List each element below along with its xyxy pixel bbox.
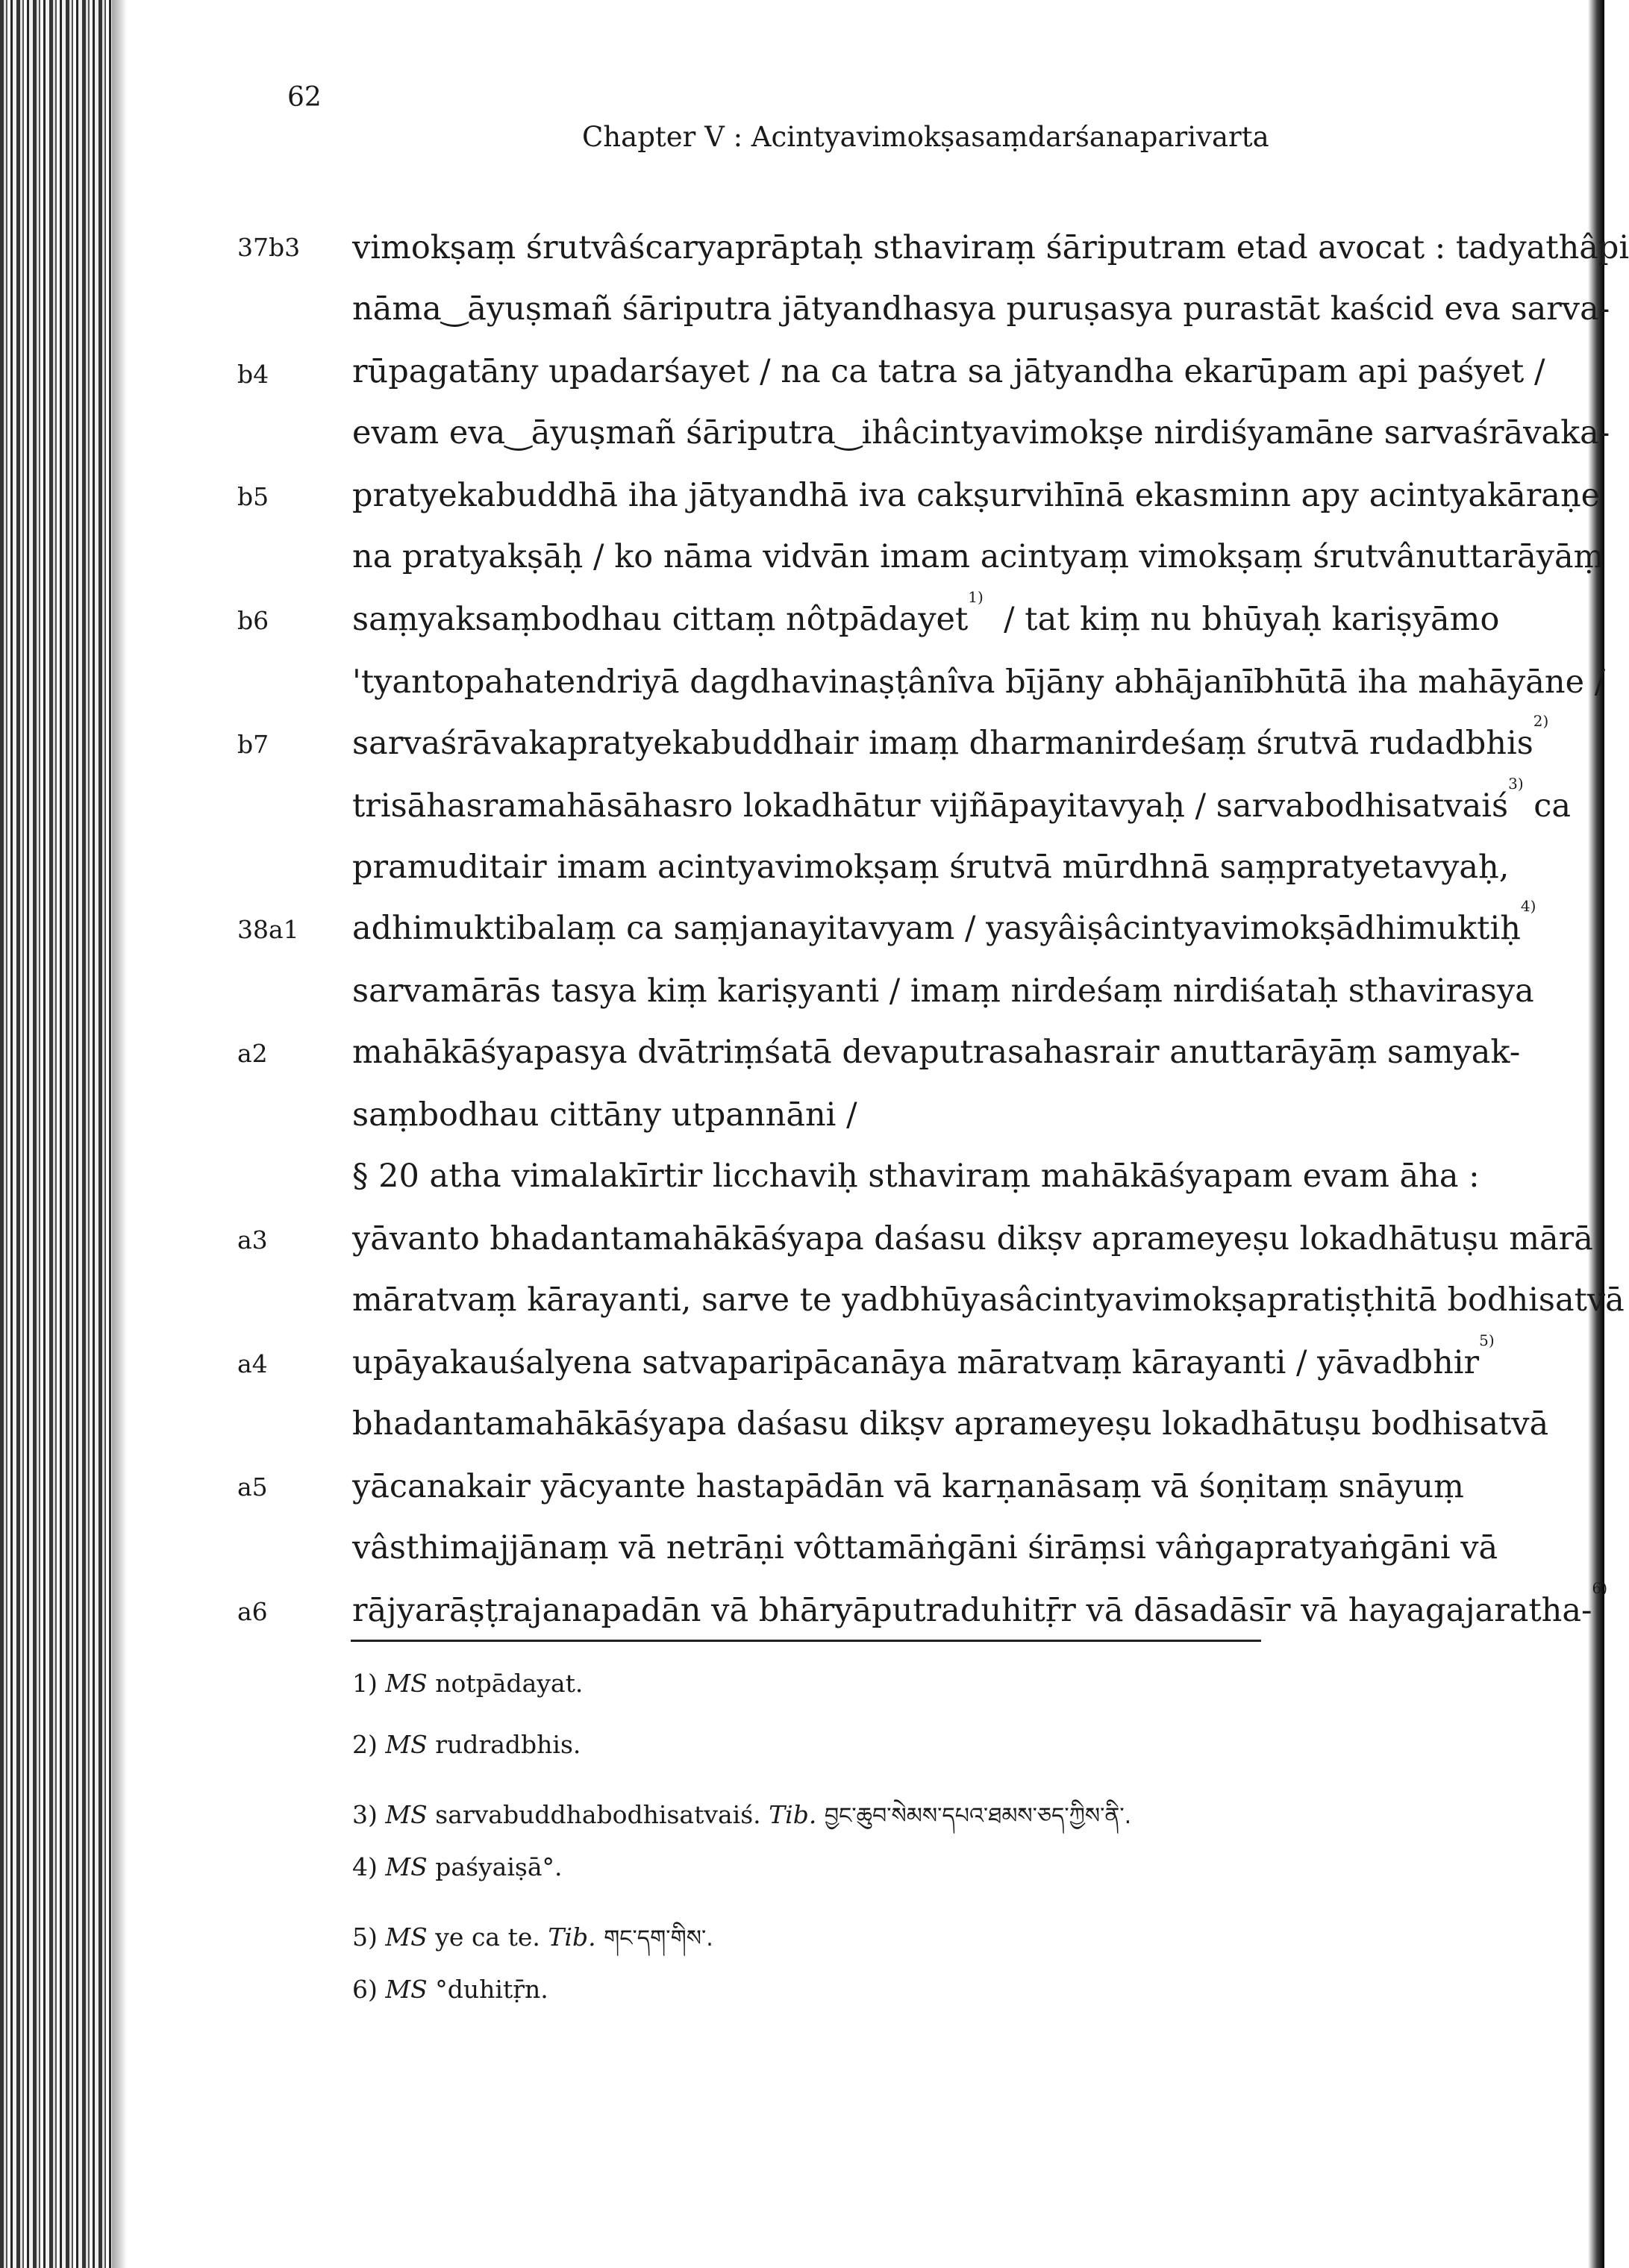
tibetan-text: གང་དག་གིས་. (604, 1925, 713, 1952)
margin-ref: 37b3 (237, 233, 301, 262)
body-line: evam eva‿āyuṣmañ śāriputra‿ihâcintyavimokṣe nirdiśyamāne sarvaśrāvaka- (352, 414, 1610, 452)
footnote: 4) MS paśyaiṣā°. (352, 1852, 563, 1881)
footnote-marker: 5) (1479, 1331, 1495, 1349)
footnote-marker: 3) (1508, 775, 1524, 793)
body-line: nāma‿āyuṣmañ śāriputra jātyandhasya puruṣasya purastāt kaścid eva sarva- (352, 290, 1610, 328)
body-line: rūpagatāny upadarśayet / na ca tatra sa jātyandha ekarūpam api paśyet / (352, 353, 1545, 390)
body-line: sarvaśrāvakapratyekabuddhair imaṃ dharmanirdeśaṃ śrutvā rudadbhis 2) (352, 721, 1557, 766)
tibetan-text: བྱང་ཆུབ་སེམས་དཔའ་ཐམས་ཅད་ཀྱིས་ནི་. (824, 1803, 1132, 1829)
body-line: pramuditair imam acintyavimokṣaṃ śrutvā mūrdhnā saṃpratyetavyaḥ, (352, 849, 1510, 886)
body-line: yāvanto bhadantamahākāśyapa daśasu dikṣv aprameyeṣu lokadhātuṣu mārā (352, 1220, 1593, 1258)
binding-shadow (0, 0, 112, 2268)
footnote-rule (351, 1640, 1261, 1642)
footnote-marker: 2) (1533, 712, 1549, 730)
body-line: yācanakair yācyante hastapādān vā karṇanāsaṃ vā śoṇitaṃ snāyuṃ (352, 1468, 1464, 1505)
footnote: 3) MS sarvabuddhabodhisatvaiś. Tib. བྱང་ཆུབ་སེམས་དཔའ་ཐམས་ཅད་ཀྱིས་ནི་. (352, 1800, 1132, 1829)
body-line: vâsthimajjānaṃ vā netrāṇi vôttamāṅgāni śirāṃsi vâṅgapratyaṅgāni vā (352, 1529, 1498, 1566)
footnote-marker: 1) (968, 588, 984, 606)
body-line: pratyekabuddhā iha jātyandhā iva cakṣurvihīnā ekasminn apy acintyakāraṇe (352, 477, 1601, 514)
body-line: saṃbodhau cittāny utpannāni / (352, 1096, 857, 1134)
body-line: adhimuktibalaṃ ca saṃjanayitavyam / yasyâiṣâcintyavimokṣādhimuktiḥ 4) (352, 906, 1557, 951)
footnote: 2) MS rudradbhis. (352, 1730, 581, 1759)
body-line: sarvamārās tasya kiṃ kariṣyanti / imaṃ nirdeśaṃ nirdiśataḥ sthavirasya (352, 972, 1534, 1010)
margin-ref: a5 (237, 1472, 268, 1502)
body-line: na pratyakṣāḥ / ko nāma vidvān imam acintyaṃ vimokṣaṃ śrutvânuttarāyāṃ (352, 538, 1604, 575)
margin-ref: b5 (237, 482, 269, 511)
footnote: 6) MS °duhitṝn. (352, 1975, 548, 2004)
body-line: bhadantamahākāśyapa daśasu dikṣv aprameyeṣu lokadhātuṣu bodhisatvā (352, 1405, 1549, 1443)
body-line: vimokṣaṃ śrutvâścaryaprāptaḥ sthaviraṃ śāriputram etad avocat : tadyathâpi (352, 229, 1629, 266)
footnote: 5) MS ye ca te. Tib. གང་དག་གིས་. (352, 1922, 713, 1952)
page-number: 62 (287, 82, 322, 113)
margin-ref: b6 (237, 606, 269, 635)
page-edge-shadow (1588, 0, 1604, 2268)
body-line: trisāhasramahāsāhasro lokadhātur vijñāpayitavyaḥ / sarvabodhisatvaiś 3) ca (352, 784, 1557, 828)
margin-ref: a3 (237, 1225, 268, 1255)
body-line: mahākāśyapasya dvātriṃśatā devaputrasahasrair anuttarāyāṃ samyak- (352, 1034, 1521, 1071)
margin-ref: b7 (237, 730, 269, 759)
margin-ref: a2 (237, 1039, 268, 1068)
body-line: § 20 atha vimalakīrtir licchaviḥ sthaviraṃ mahākāśyapam evam āha : (352, 1158, 1480, 1195)
body-line: 'tyantopahatendriyā dagdhavinaṣṭânîva bījāny abhājanībhūtā iha mahāyāne / (352, 663, 1606, 701)
body-line: saṃyaksaṃbodhau cittaṃ nôtpādayet 1) / tat kiṃ nu bhūyaḥ kariṣyāmo (352, 597, 1557, 642)
margin-ref: a4 (237, 1349, 268, 1378)
body-line: rājyarāṣṭrajanapadān vā bhāryāputraduhitṝr vā dāsadāsīr vā hayagajaratha- 6) (352, 1588, 1557, 1633)
margin-ref: b4 (237, 360, 269, 389)
margin-ref: a6 (237, 1597, 268, 1626)
footnote: 1) MS notpādayat. (352, 1669, 584, 1698)
body-line: upāyakauśalyena satvaparipācanāya māratvaṃ kārayanti / yāvadbhir 5) (352, 1340, 1557, 1385)
margin-ref: 38a1 (237, 915, 299, 944)
running-head: Chapter V : Acintyavimokṣasaṃdarśanaparivarta (582, 121, 1269, 153)
footnote-marker: 4) (1520, 897, 1536, 915)
footnote-marker: 6) (1592, 1579, 1608, 1597)
binding-fade (112, 0, 127, 2268)
body-line: māratvaṃ kārayanti, sarve te yadbhūyasâcintyavimokṣapratiṣṭhitā bodhisatvā (352, 1281, 1625, 1319)
